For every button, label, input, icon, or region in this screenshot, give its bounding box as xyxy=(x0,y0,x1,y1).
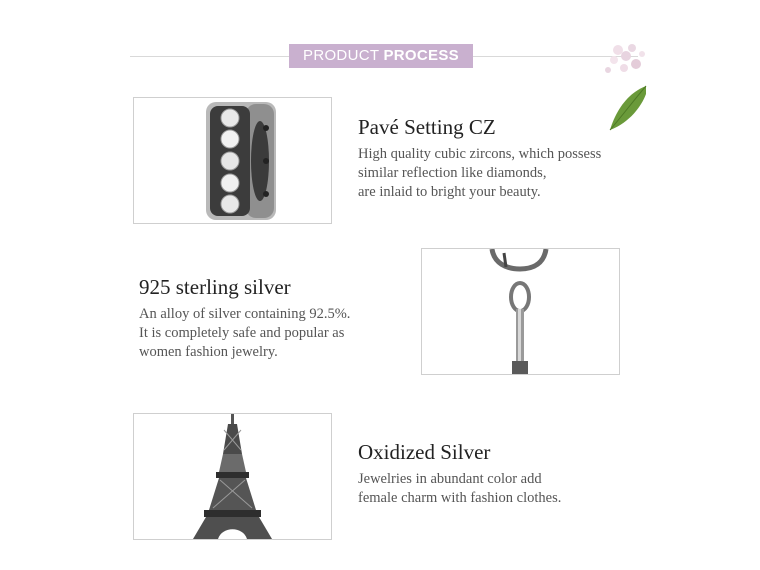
section-1-line-2: similar reflection like diamonds, xyxy=(358,165,547,181)
cz-spacer-bead-icon xyxy=(134,98,331,223)
cz-bead-image-frame xyxy=(133,97,332,224)
section-1-description xyxy=(358,145,601,202)
section-3-title: Oxidized Silver xyxy=(358,440,491,464)
section-2-title: 925 sterling silver xyxy=(139,275,291,299)
charm-bail-closeup-icon xyxy=(422,249,619,374)
eiffel-image-frame xyxy=(133,413,332,540)
header-rule-left xyxy=(130,56,289,57)
section-3-line-1: Jewelries in abundant color add xyxy=(358,471,542,487)
charm-closeup-image-frame xyxy=(421,248,620,375)
section-3-description xyxy=(358,470,561,508)
section-2-line-2: It is completely safe and popular as xyxy=(139,325,345,341)
section-1-line-3: are inlaid to bright your beauty. xyxy=(358,184,541,200)
section-banner xyxy=(289,44,473,68)
section-1-line-1: High quality cubic zircons, which possess xyxy=(358,146,602,162)
section-2-line-1: An alloy of silver containing 92.5%. xyxy=(139,306,351,322)
lilac-flower-icon xyxy=(588,38,648,138)
banner-light-text: PRODUCT xyxy=(303,47,384,64)
eiffel-tower-charm-icon xyxy=(134,414,331,539)
section-1-title: Pavé Setting CZ xyxy=(358,115,496,139)
banner-bold-text: PROCESS xyxy=(383,47,459,64)
section-2-description xyxy=(139,305,350,362)
section-2-line-3: women fashion jewelry. xyxy=(139,344,278,360)
section-3-line-2: female charm with fashion clothes. xyxy=(358,490,562,506)
